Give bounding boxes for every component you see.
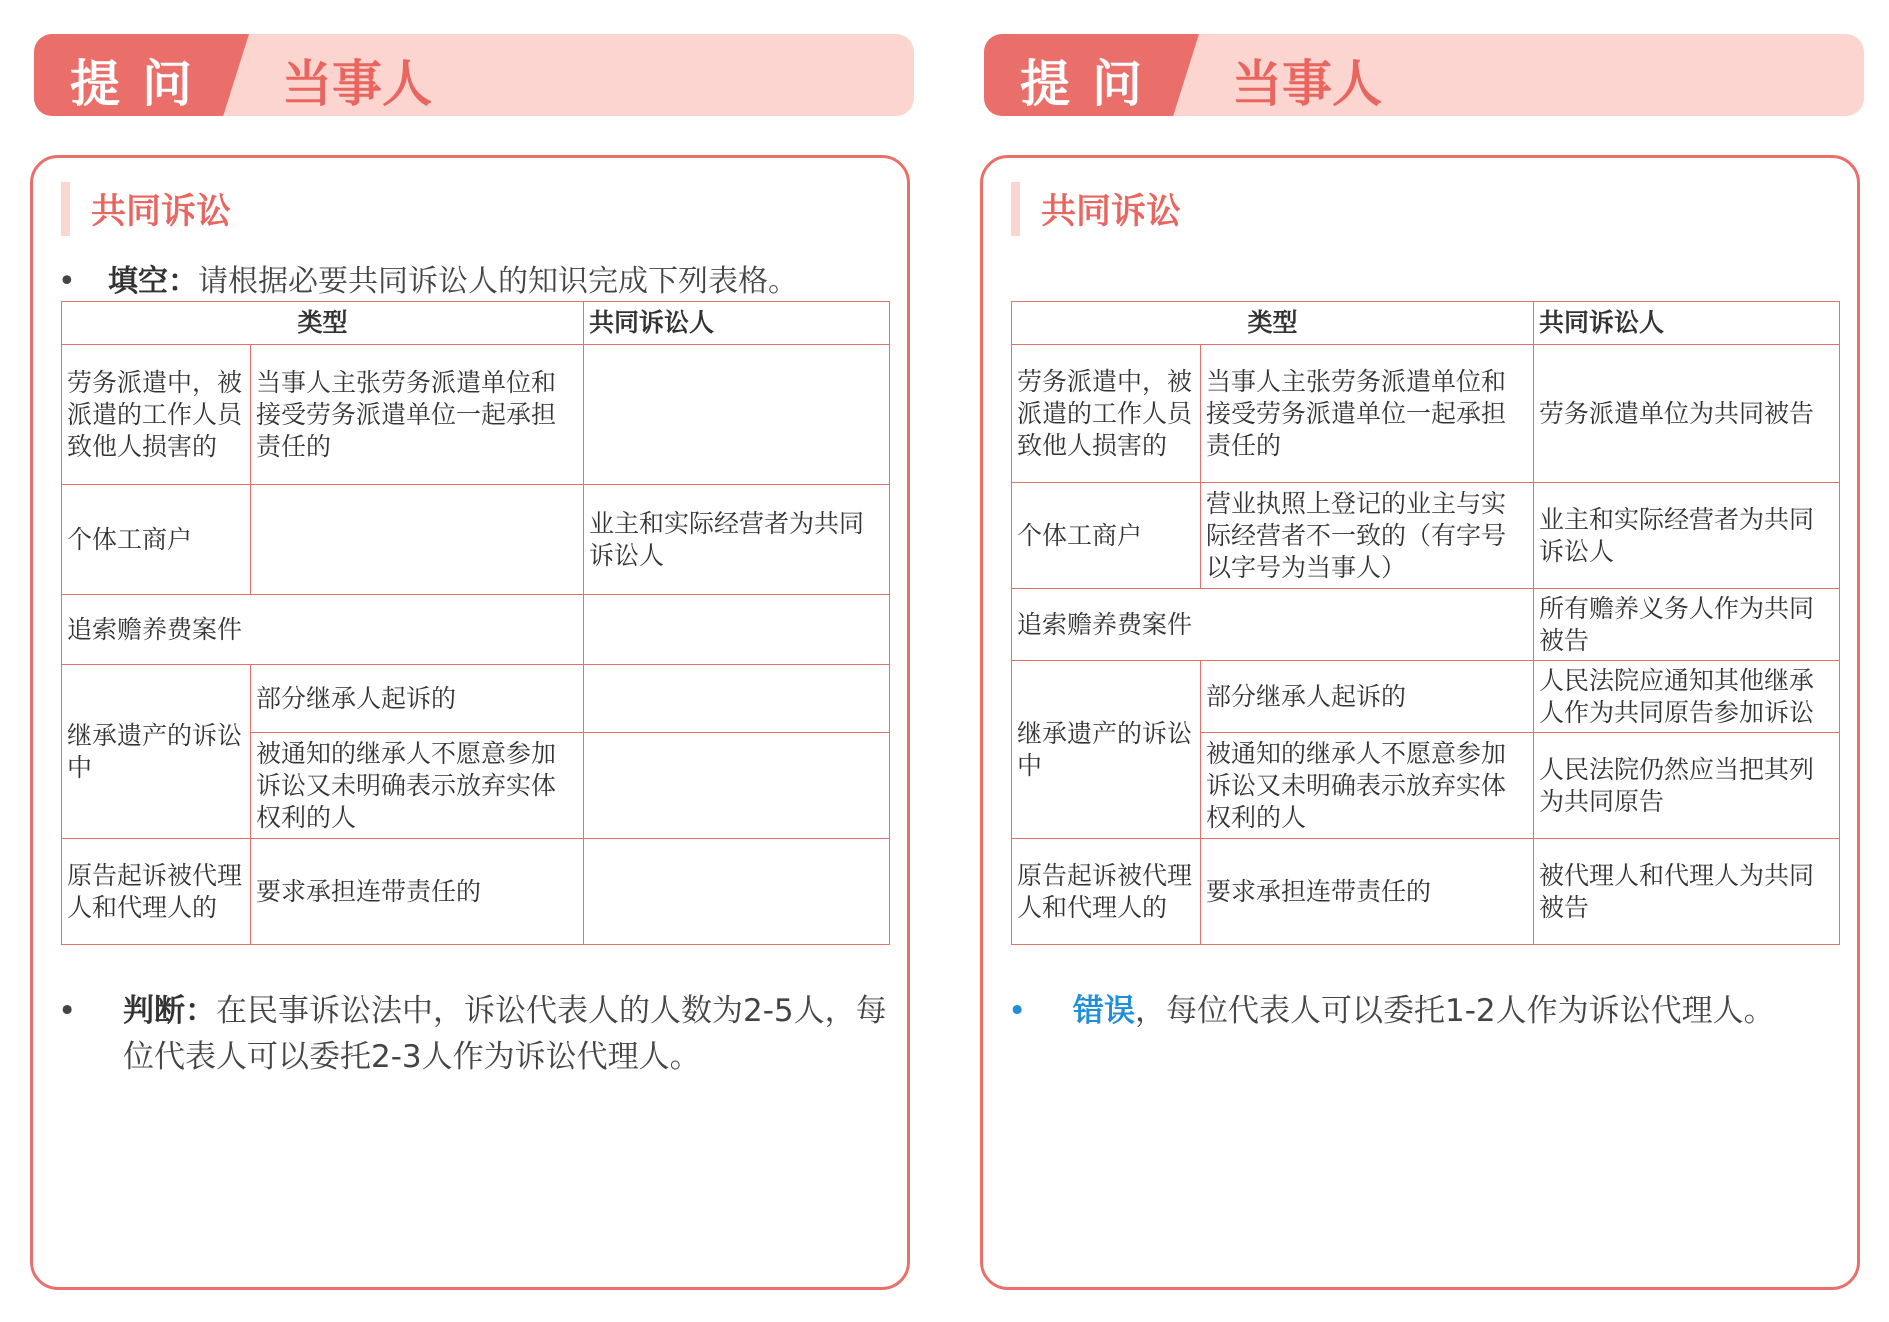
section-accent-bar <box>61 182 70 236</box>
question-label: 判断： <box>123 993 216 1029</box>
fill-in-prompt <box>58 256 798 300</box>
table-row <box>62 839 890 945</box>
table-row <box>62 345 890 485</box>
table-row <box>62 485 890 595</box>
condition-cell <box>251 485 584 595</box>
header-title: 当事人 <box>282 55 432 113</box>
answer-cell <box>584 733 890 839</box>
column-header-type: 类型 <box>1012 302 1534 345</box>
answer-note <box>1008 988 1848 1034</box>
type-cell: 原告起诉被代理人和代理人的 <box>1012 839 1201 945</box>
bullet: • <box>58 264 76 299</box>
type-cell: 劳务派遣中，被派遣的工作人员致他人损害的 <box>1012 345 1201 483</box>
co-litigant-answer-table <box>1011 301 1840 945</box>
condition-cell: 部分继承人起诉的 <box>1201 661 1534 733</box>
panel-header <box>34 34 914 116</box>
type-cell: 个体工商户 <box>62 485 251 595</box>
section-title: 共同诉讼 <box>91 192 232 232</box>
header-tag-text: 提问 <box>1020 55 1164 113</box>
condition-cell: 被通知的继承人不愿意参加诉讼又未明确表示放弃实体权利的人 <box>1201 733 1534 839</box>
header-title: 当事人 <box>1232 55 1382 113</box>
table-header-row <box>1012 302 1840 345</box>
question-text: 在民事诉讼法中，诉讼代表人的人数为2-5人，每位代表人可以委托2-3人作为诉讼代理人。 <box>123 993 887 1075</box>
type-cell: 继承遗产的诉讼中 <box>62 665 251 839</box>
question-panel <box>30 0 930 1322</box>
table-header-row <box>62 302 890 345</box>
prompt-text: 请根据必要共同诉讼人的知识完成下列表格。 <box>198 264 798 299</box>
answer-cell <box>584 595 890 665</box>
condition-cell: 营业执照上登记的业主与实际经营者不一致的（有字号以字号为当事人） <box>1201 483 1534 589</box>
prompt-label: 填空： <box>108 264 198 299</box>
type-cell: 劳务派遣中，被派遣的工作人员致他人损害的 <box>62 345 251 485</box>
panel-header <box>984 34 1864 116</box>
answer-cell: 人民法院仍然应当把其列为共同原告 <box>1534 733 1840 839</box>
answer-cell: 人民法院应通知其他继承人作为共同原告参加诉讼 <box>1534 661 1840 733</box>
type-cell: 追索赡养费案件 <box>1012 589 1534 661</box>
condition-cell: 被通知的继承人不愿意参加诉讼又未明确表示放弃实体权利的人 <box>251 733 584 839</box>
table-row <box>62 665 890 733</box>
answer-cell: 业主和实际经营者为共同诉讼人 <box>584 485 890 595</box>
table-row <box>62 595 890 665</box>
true-false-question <box>58 988 898 1080</box>
co-litigant-table <box>61 301 890 945</box>
type-cell: 继承遗产的诉讼中 <box>1012 661 1201 839</box>
table-row <box>1012 661 1840 733</box>
header-tag-text: 提问 <box>70 55 214 113</box>
answer-cell <box>584 665 890 733</box>
answer-cell <box>584 345 890 485</box>
answer-text: ，每位代表人可以委托1-2人作为诉讼代理人。 <box>1135 993 1775 1029</box>
answer-cell: 劳务派遣单位为共同被告 <box>1534 345 1840 483</box>
column-header-party: 共同诉讼人 <box>584 302 890 345</box>
answer-cell: 被代理人和代理人为共同被告 <box>1534 839 1840 945</box>
condition-cell: 要求承担连带责任的 <box>251 839 584 945</box>
condition-cell: 当事人主张劳务派遣单位和接受劳务派遣单位一起承担责任的 <box>251 345 584 485</box>
section-title: 共同诉讼 <box>1041 192 1182 232</box>
content-card <box>30 155 910 1290</box>
type-cell: 追索赡养费案件 <box>62 595 584 665</box>
table-row <box>1012 589 1840 661</box>
answer-verdict: 错误 <box>1073 993 1135 1029</box>
answer-cell <box>584 839 890 945</box>
section-accent-bar <box>1011 182 1020 236</box>
condition-cell: 要求承担连带责任的 <box>1201 839 1534 945</box>
table-row <box>1012 345 1840 483</box>
condition-cell: 部分继承人起诉的 <box>251 665 584 733</box>
content-card <box>980 155 1860 1290</box>
bullet: • <box>58 993 77 1029</box>
type-cell: 个体工商户 <box>1012 483 1201 589</box>
answer-cell: 所有赡养义务人作为共同被告 <box>1534 589 1840 661</box>
type-cell: 原告起诉被代理人和代理人的 <box>62 839 251 945</box>
table-row <box>1012 839 1840 945</box>
answer-panel <box>980 0 1880 1322</box>
bullet: • <box>1008 993 1027 1029</box>
column-header-party: 共同诉讼人 <box>1534 302 1840 345</box>
table-row <box>1012 483 1840 589</box>
answer-cell: 业主和实际经营者为共同诉讼人 <box>1534 483 1840 589</box>
condition-cell: 当事人主张劳务派遣单位和接受劳务派遣单位一起承担责任的 <box>1201 345 1534 483</box>
column-header-type: 类型 <box>62 302 584 345</box>
